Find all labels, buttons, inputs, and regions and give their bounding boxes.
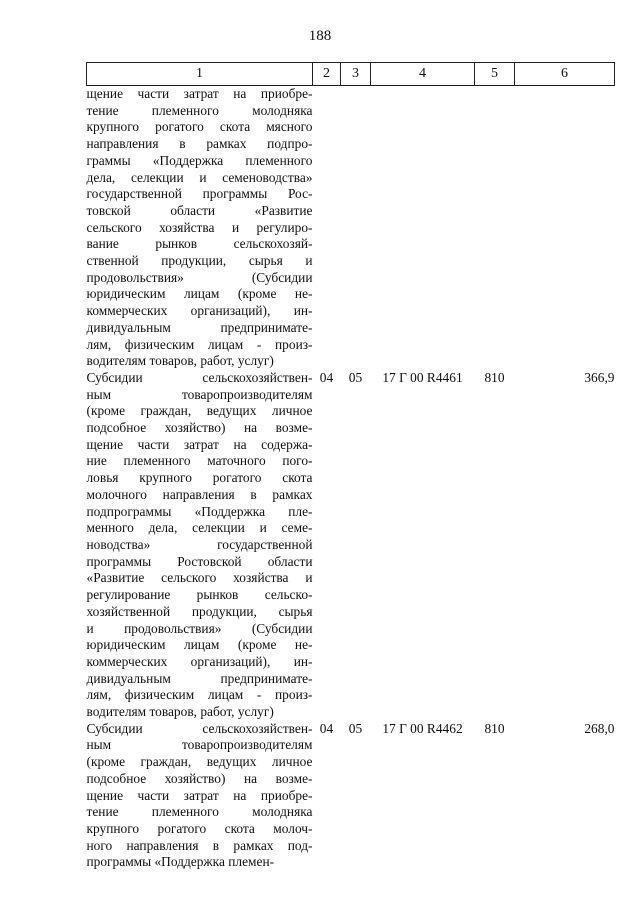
row-amount: 268,0 [584,720,615,736]
table-body [87,86,615,872]
description-line: дивидуальным предпринимате- [86,319,313,335]
description-line: Субсидии сельскохозяйствен- [86,720,313,736]
description-line: продовольствия» (Субсидии [86,269,313,285]
description-line: новодства» государственной [86,536,313,552]
description-line: крупного рогатого скота мясного [86,119,313,135]
description-line: хозяйственной продукции, сырья [86,603,313,619]
description-line: менного дела, селекции и семе- [86,520,313,536]
header-col-4: 4 [371,63,475,86]
row-expense-type-code: 810 [484,720,505,736]
description-line: дела, селекции и семеноводства» [86,169,313,185]
description-line: коммерческих организаций), ин- [86,303,313,319]
row-expense-type-code: 810 [484,369,505,385]
description-line: дивидуальным предпринимате- [86,670,313,686]
description-line: щение части затрат на приобре- [86,787,313,803]
budget-table [86,62,615,871]
description-line: государственной программы Рос- [86,186,313,202]
description-line: программы Ростовской области [86,553,313,569]
description-line: коммерческих организаций), ин- [86,653,313,669]
description-line: ловья крупного рогатого скота [86,470,313,486]
row-amount [515,86,615,370]
description-line: юридическим лицам (кроме не- [86,286,313,302]
description-line: товской области «Развитие [86,202,313,218]
table-row [87,370,615,721]
description-line: Субсидии сельскохозяйствен- [86,369,313,385]
description-line: вание рынков сельскохозяй- [86,236,313,252]
description-line: (кроме граждан, ведущих личное [86,403,313,419]
description-line: щение части затрат на содержа- [86,436,313,452]
description-line: направления в рамках подпро- [86,136,313,152]
description-line: водителям товаров, работ, услуг) [86,353,274,369]
row-section-code: 04 [319,720,334,736]
header-col-3: 3 [341,63,371,86]
description-line: ние племенного маточного пого- [86,453,313,469]
row-target-item-code [371,86,475,370]
description-line: и продовольствия» (Субсидии [86,620,313,636]
description-line: ным товаропроизводителям [86,386,313,402]
row-description [87,86,313,370]
description-line: граммы «Поддержка племенного [86,152,313,168]
description-line: водителям товаров, работ, услуг) [86,704,274,720]
description-line: подсобное хозяйство) на возме- [86,770,313,786]
description-line: ного направления в рамках под- [86,837,313,853]
description-line: регулирование рынков сельско- [86,587,313,603]
table-header-row [87,63,615,86]
description-line: «Развитие сельского хозяйства и [86,570,313,586]
header-col-5: 5 [475,63,515,86]
row-description [87,370,313,721]
table-row [87,721,615,871]
header-col-2: 2 [313,63,341,86]
description-line: молочного направления в рамках [86,486,313,502]
row-subsection-code: 05 [348,720,363,736]
row-subsection-code [341,86,371,370]
description-line: программы «Поддержка племен- [86,854,275,870]
row-subsection-code: 05 [348,369,363,385]
row-amount: 366,9 [584,369,615,385]
description-line: лям, физическим лицам - произ- [86,336,313,352]
description-line: подсобное хозяйство) на возме- [86,420,313,436]
description-line: щение части затрат на приобре- [86,86,313,101]
description-line: тение племенного молодняка [86,804,313,820]
page-number: 188 [308,28,332,44]
row-expense-type-code [475,86,515,370]
description-line: ственной продукции, сырья и [86,253,313,269]
table-row [87,86,615,370]
description-line: тение племенного молодняка [86,102,313,118]
row-section-code: 04 [319,369,334,385]
header-col-1: 1 [87,63,313,86]
description-line: юридическим лицам (кроме не- [86,637,313,653]
description-line: (кроме граждан, ведущих личное [86,754,313,770]
header-col-6: 6 [515,63,615,86]
description-line: подпрограммы «Поддержка пле- [86,503,313,519]
description-line: крупного рогатого скота молоч- [86,820,313,836]
row-section-code [313,86,341,370]
row-target-item-code: 17 Г 00 R4462 [382,720,463,736]
row-description [87,721,313,871]
description-line: ным товаропроизводителям [86,737,313,753]
row-target-item-code: 17 Г 00 R4461 [382,369,463,385]
description-line: лям, физическим лицам - произ- [86,687,313,703]
description-line: сельского хозяйства и регулиро- [86,219,313,235]
